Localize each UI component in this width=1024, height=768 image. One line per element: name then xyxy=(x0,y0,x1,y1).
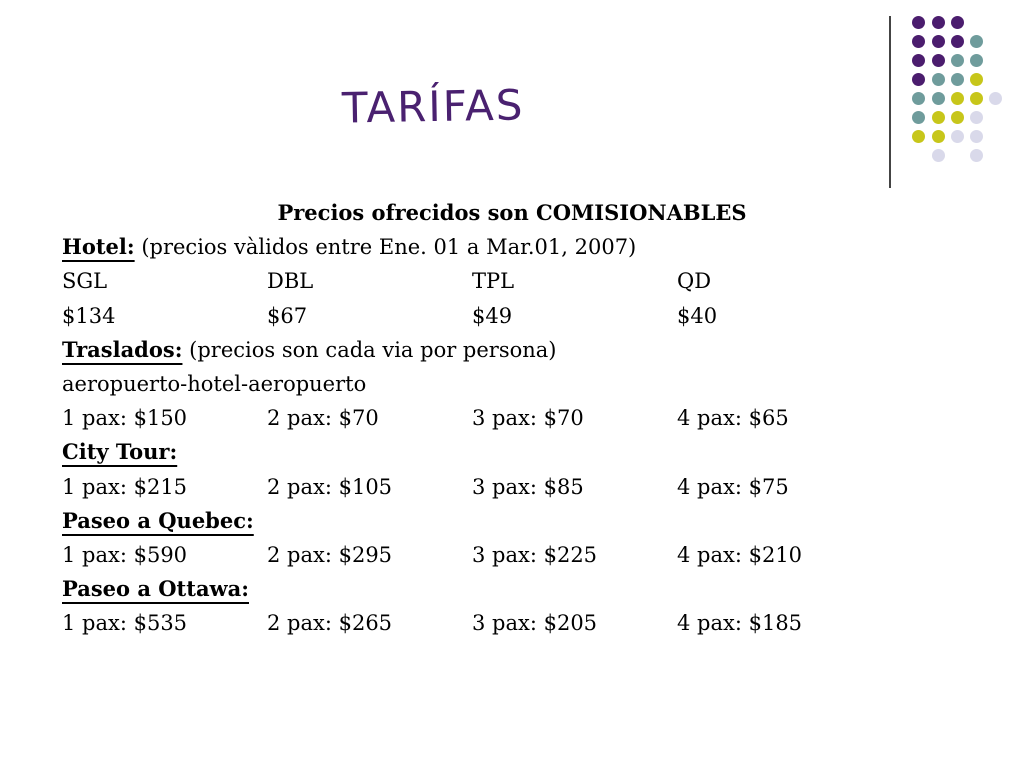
hotel-label: Hotel: xyxy=(62,234,135,260)
decorative-dot xyxy=(951,54,964,67)
ottawa-price-2pax: 2 pax: $265 xyxy=(267,611,393,636)
hotel-note: (precios vàlidos entre Ene. 01 a Mar.01, 2007) xyxy=(141,235,637,260)
decorative-dot xyxy=(951,73,964,86)
hotel-price-sgl: $134 xyxy=(62,303,116,328)
quebec-heading xyxy=(62,504,962,538)
decorative-dot xyxy=(932,16,945,29)
hotel-price-dbl: $67 xyxy=(267,303,308,328)
decorative-dot xyxy=(912,73,925,86)
quebec-prices-row xyxy=(62,538,962,572)
rates-content xyxy=(62,196,962,640)
hotel-header-tpl: TPL xyxy=(472,269,515,294)
ottawa-label: Paseo a Ottawa: xyxy=(62,576,249,602)
city-tour-price-4pax: 4 pax: $75 xyxy=(677,474,789,499)
decorative-dot xyxy=(932,92,945,105)
decorative-dot xyxy=(951,130,964,143)
city-tour-price-2pax: 2 pax: $105 xyxy=(267,474,393,499)
ottawa-price-1pax: 1 pax: $535 xyxy=(62,611,188,636)
decorative-dot xyxy=(970,130,983,143)
city-tour-heading xyxy=(62,435,962,469)
hotel-price-qd: $40 xyxy=(677,303,718,328)
decorative-dot xyxy=(912,92,925,105)
decorative-dot xyxy=(970,92,983,105)
city-tour-price-1pax: 1 pax: $215 xyxy=(62,474,188,499)
decorative-dot xyxy=(970,149,983,162)
decorative-dot xyxy=(951,92,964,105)
hotel-headers-row xyxy=(62,264,962,298)
traslados-route: aeropuerto-hotel-aeropuerto xyxy=(62,371,367,396)
decorative-dot xyxy=(932,35,945,48)
hotel-price-tpl: $49 xyxy=(472,303,513,328)
decorative-dot xyxy=(970,35,983,48)
decorative-dot xyxy=(951,35,964,48)
decorative-dot xyxy=(932,149,945,162)
ottawa-prices-row xyxy=(62,606,962,640)
decorative-dot xyxy=(912,54,925,67)
decorative-dot xyxy=(932,111,945,124)
decorative-dot xyxy=(912,35,925,48)
hotel-header-qd: QD xyxy=(677,269,712,294)
decorative-dot xyxy=(970,73,983,86)
traslados-price-2pax: 2 pax: $70 xyxy=(267,406,379,431)
decorative-dot xyxy=(951,16,964,29)
decorative-dot xyxy=(932,130,945,143)
traslados-price-1pax: 1 pax: $150 xyxy=(62,406,188,431)
traslados-note: (precios son cada via por persona) xyxy=(189,337,557,362)
decorative-dot xyxy=(912,16,925,29)
decorative-dot xyxy=(970,111,983,124)
decorative-dot xyxy=(912,130,925,143)
traslados-label: Traslados: xyxy=(62,336,183,362)
decorative-dot xyxy=(989,92,1002,105)
quebec-label: Paseo a Quebec: xyxy=(62,507,254,533)
decorative-dot xyxy=(970,54,983,67)
slide-title: TARÍFAS xyxy=(341,80,525,133)
quebec-price-3pax: 3 pax: $225 xyxy=(472,542,598,567)
decorative-dot xyxy=(932,54,945,67)
city-tour-prices-row xyxy=(62,470,962,504)
hotel-prices-row xyxy=(62,299,962,333)
decorative-dot xyxy=(951,111,964,124)
ottawa-price-4pax: 4 pax: $185 xyxy=(677,611,803,636)
hotel-header-dbl: DBL xyxy=(267,269,314,294)
traslados-price-3pax: 3 pax: $70 xyxy=(472,406,584,431)
decorative-dot xyxy=(912,111,925,124)
decorative-dot xyxy=(932,73,945,86)
traslados-heading xyxy=(62,333,962,367)
ottawa-price-3pax: 3 pax: $205 xyxy=(472,611,598,636)
hotel-heading xyxy=(62,230,962,264)
quebec-price-2pax: 2 pax: $295 xyxy=(267,542,393,567)
decorative-divider xyxy=(889,16,891,188)
traslados-prices-row xyxy=(62,401,962,435)
subtitle: Precios ofrecidos son COMISIONABLES xyxy=(277,200,747,225)
hotel-header-sgl: SGL xyxy=(62,269,108,294)
traslados-price-4pax: 4 pax: $65 xyxy=(677,406,789,431)
quebec-price-1pax: 1 pax: $590 xyxy=(62,542,188,567)
city-tour-price-3pax: 3 pax: $85 xyxy=(472,474,584,499)
quebec-price-4pax: 4 pax: $210 xyxy=(677,542,803,567)
city-tour-label: City Tour: xyxy=(62,439,178,465)
ottawa-heading xyxy=(62,572,962,606)
